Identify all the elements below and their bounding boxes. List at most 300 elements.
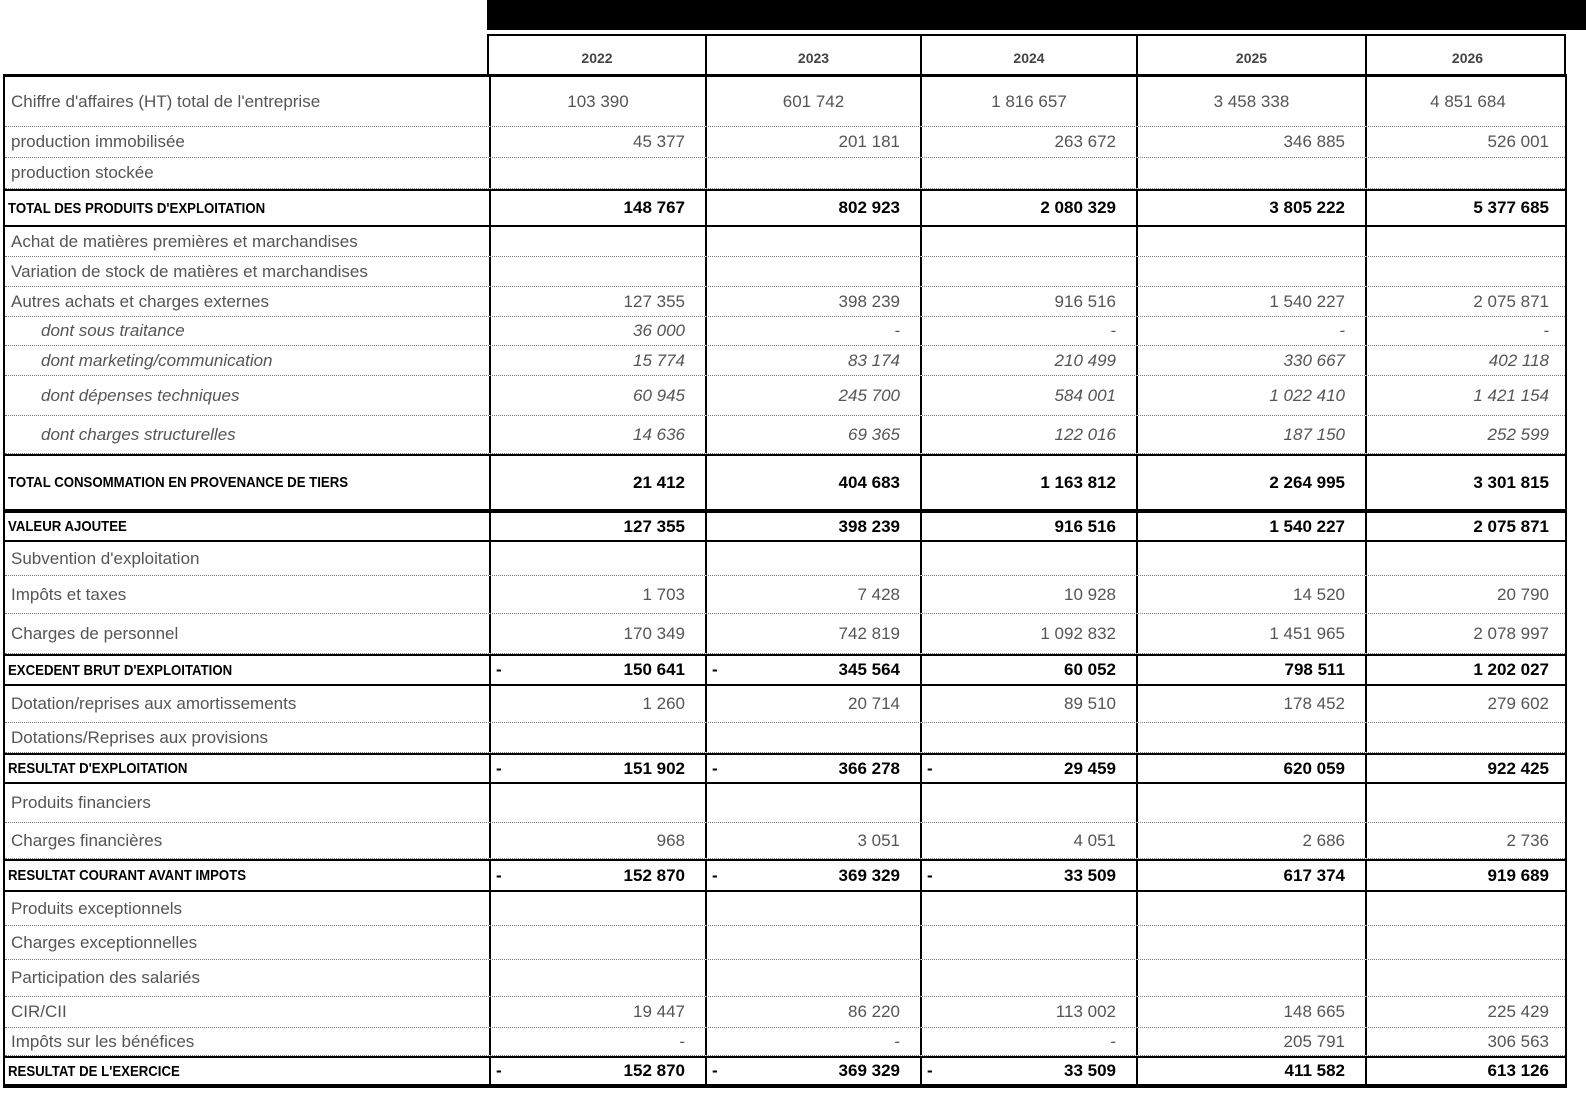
value-cell <box>489 686 705 722</box>
value-cell <box>1136 1058 1365 1084</box>
value-text: 2 078 997 <box>1473 623 1549 643</box>
value-cell <box>489 317 705 345</box>
value-text: 29 459 <box>1064 758 1116 778</box>
table-row <box>5 77 1565 127</box>
value-cell <box>705 158 920 188</box>
value-cell <box>1365 287 1569 316</box>
value-cell <box>1136 191 1365 225</box>
value-text: 127 355 <box>623 291 685 311</box>
value-text: 330 667 <box>1283 350 1345 370</box>
value-text: 1 202 027 <box>1473 660 1549 679</box>
value-text: 14 520 <box>1293 584 1345 604</box>
value-text: 2 075 871 <box>1473 516 1549 536</box>
value-cell <box>920 1028 1136 1055</box>
negative-sign: - <box>712 865 718 885</box>
value-cell <box>489 926 705 959</box>
table-row <box>5 823 1565 859</box>
value-text: 802 923 <box>838 198 900 217</box>
value-text: 103 390 <box>567 91 629 111</box>
row-label: dont marketing/communication <box>41 350 273 370</box>
table-row <box>5 317 1565 346</box>
value-cell <box>920 227 1136 256</box>
value-cell <box>1365 960 1569 996</box>
value-text: 1 703 <box>642 584 685 604</box>
value-text: 398 239 <box>838 516 900 536</box>
table-row <box>5 997 1565 1028</box>
value-cell <box>1365 576 1569 613</box>
value-cell <box>1136 656 1365 684</box>
row-label: Autres achats et charges externes <box>11 291 269 311</box>
row-label: RESULTAT COURANT AVANT IMPOTS <box>8 867 247 884</box>
value-cell <box>1136 158 1365 188</box>
value-text: 1 540 227 <box>1269 516 1345 536</box>
value-text: 263 672 <box>1054 132 1116 151</box>
value-text: 798 511 <box>1284 660 1345 679</box>
value-text: 345 564 <box>838 660 900 679</box>
value-text: 20 714 <box>848 694 900 713</box>
value-text: 148 767 <box>623 198 685 217</box>
value-cell <box>489 376 705 415</box>
row-label: CIR/CII <box>11 1002 67 1021</box>
value-cell <box>1365 158 1569 188</box>
year-header-2026: 2026 <box>1365 36 1568 76</box>
table-row <box>5 511 1565 542</box>
value-text: 3 805 222 <box>1269 198 1345 217</box>
value-cell <box>705 127 920 157</box>
row-label: Charges de personnel <box>11 623 179 643</box>
table-row <box>5 1028 1565 1056</box>
value-cell <box>1365 542 1569 575</box>
value-text: 5 377 685 <box>1473 198 1549 217</box>
value-text: 21 412 <box>633 472 685 492</box>
table-row <box>5 614 1565 654</box>
row-label: TOTAL DES PRODUITS D'EXPLOITATION <box>8 199 266 217</box>
value-cell <box>489 1058 705 1084</box>
value-cell <box>1365 127 1569 157</box>
row-label: Chiffre d'affaires (HT) total de l'entreprise <box>11 91 321 111</box>
value-text: 916 516 <box>1054 291 1116 311</box>
value-cell <box>1136 686 1365 722</box>
row-label: Charges financières <box>11 830 163 850</box>
value-text: 742 819 <box>838 623 900 643</box>
row-label: dont dépenses techniques <box>41 385 240 405</box>
value-text: 15 774 <box>633 350 685 370</box>
value-cell <box>1136 861 1365 890</box>
value-text: 369 329 <box>838 865 900 885</box>
value-cell <box>489 960 705 996</box>
value-cell <box>705 823 920 858</box>
value-text: 19 447 <box>633 1002 685 1021</box>
value-cell <box>1365 77 1569 126</box>
negative-sign: - <box>927 758 933 778</box>
value-cell <box>920 576 1136 613</box>
value-text: 14 636 <box>633 424 685 444</box>
value-cell <box>920 892 1136 925</box>
value-text: 122 016 <box>1054 424 1116 444</box>
row-label: Produits financiers <box>11 793 151 812</box>
value-cell <box>705 346 920 375</box>
value-cell <box>489 227 705 256</box>
value-cell <box>489 997 705 1027</box>
value-cell <box>1136 1028 1365 1055</box>
row-label: Produits exceptionnels <box>11 898 183 918</box>
year-header-2023: 2023 <box>705 36 920 76</box>
value-cell <box>1136 287 1365 316</box>
value-text: 10 928 <box>1064 584 1116 604</box>
value-text: 1 092 832 <box>1040 623 1116 643</box>
value-cell <box>1136 614 1365 653</box>
table-row <box>5 892 1565 926</box>
value-text: 2 075 871 <box>1473 291 1549 311</box>
value-cell <box>489 346 705 375</box>
row-label: RESULTAT DE L'EXERCICE <box>8 1062 180 1080</box>
value-text: 201 181 <box>838 132 900 151</box>
value-text: 306 563 <box>1487 1031 1549 1051</box>
value-cell <box>920 416 1136 453</box>
negative-sign: - <box>927 1061 933 1080</box>
value-text: 178 452 <box>1283 694 1345 713</box>
value-cell <box>1136 960 1365 996</box>
table-row <box>5 926 1565 960</box>
value-cell <box>1136 227 1365 256</box>
value-cell <box>489 127 705 157</box>
value-text: - <box>1339 321 1345 340</box>
value-text: 3 051 <box>857 830 900 850</box>
table-row <box>5 654 1565 686</box>
value-cell <box>705 755 920 782</box>
value-cell <box>705 1058 920 1084</box>
value-text: - <box>894 321 900 340</box>
row-label: EXCEDENT BRUT D'EXPLOITATION <box>8 661 233 679</box>
row-label: Achat de matières premières et marchandises <box>11 231 358 251</box>
value-cell <box>1136 542 1365 575</box>
value-text: - <box>1110 1031 1116 1051</box>
value-text: 584 001 <box>1054 385 1116 405</box>
header-black-bar <box>487 0 1586 30</box>
row-label: VALEUR AJOUTEE <box>8 518 127 535</box>
negative-sign: - <box>927 865 933 885</box>
value-text: 4 051 <box>1073 830 1116 850</box>
value-text: 148 665 <box>1283 1002 1345 1021</box>
value-cell <box>705 784 920 822</box>
table-row <box>5 723 1565 753</box>
value-cell <box>705 960 920 996</box>
value-cell <box>705 456 920 509</box>
value-text: 252 599 <box>1487 424 1549 444</box>
value-cell <box>1365 823 1569 858</box>
value-cell <box>489 861 705 890</box>
value-text: 210 499 <box>1054 350 1116 370</box>
value-cell <box>705 861 920 890</box>
value-cell <box>705 926 920 959</box>
value-text: 170 349 <box>623 623 685 643</box>
value-text: 2 686 <box>1302 830 1345 850</box>
value-text: 20 790 <box>1497 584 1549 604</box>
value-text: 1 421 154 <box>1473 385 1549 405</box>
value-text: 45 377 <box>633 132 685 151</box>
value-cell <box>920 960 1136 996</box>
value-cell <box>1136 127 1365 157</box>
value-text: 1 022 410 <box>1269 385 1345 405</box>
negative-sign: - <box>496 660 502 679</box>
value-cell <box>1365 892 1569 925</box>
value-cell <box>1365 784 1569 822</box>
value-cell <box>1136 892 1365 925</box>
value-text: 113 002 <box>1055 1002 1116 1021</box>
value-cell <box>1365 614 1569 653</box>
value-text: 404 683 <box>838 472 900 492</box>
value-cell <box>489 755 705 782</box>
row-label: RESULTAT D'EXPLOITATION <box>8 760 188 777</box>
value-cell <box>705 723 920 752</box>
row-label: Impôts et taxes <box>11 584 127 604</box>
value-cell <box>1136 723 1365 752</box>
value-cell <box>489 576 705 613</box>
value-cell <box>920 317 1136 345</box>
value-cell <box>920 77 1136 126</box>
table-row <box>5 1056 1565 1086</box>
value-cell <box>920 823 1136 858</box>
value-cell <box>920 614 1136 653</box>
value-cell <box>1136 997 1365 1027</box>
value-cell <box>489 158 705 188</box>
value-text: 69 365 <box>848 424 900 444</box>
value-text: 86 220 <box>848 1002 900 1021</box>
value-cell <box>1365 1028 1569 1055</box>
value-text: 152 870 <box>623 1061 685 1080</box>
row-label: Impôts sur les bénéfices <box>11 1031 195 1051</box>
value-cell <box>1365 456 1569 509</box>
value-text: - <box>894 1031 900 1051</box>
value-cell <box>489 614 705 653</box>
negative-sign: - <box>712 660 718 679</box>
value-cell <box>920 997 1136 1027</box>
value-text: 366 278 <box>838 758 900 778</box>
value-text: 33 509 <box>1064 1061 1116 1080</box>
value-text: 1 451 965 <box>1269 623 1345 643</box>
value-cell <box>705 227 920 256</box>
value-text: 613 126 <box>1487 1061 1549 1080</box>
value-cell <box>705 576 920 613</box>
value-cell <box>489 823 705 858</box>
value-text: 83 174 <box>848 350 900 370</box>
value-cell <box>1365 513 1569 540</box>
row-label: TOTAL CONSOMMATION EN PROVENANCE DE TIERS <box>8 474 349 491</box>
value-cell <box>489 892 705 925</box>
value-text: 127 355 <box>623 516 685 536</box>
table-row <box>5 542 1565 576</box>
value-cell <box>1136 784 1365 822</box>
table-row <box>5 257 1565 287</box>
value-text: 1 816 657 <box>991 91 1067 111</box>
value-cell <box>1365 317 1569 345</box>
table-row <box>5 576 1565 614</box>
value-cell <box>705 317 920 345</box>
table-row <box>5 287 1565 317</box>
table-row <box>5 753 1565 784</box>
value-text: - <box>679 1031 685 1051</box>
value-cell <box>489 287 705 316</box>
table-row <box>5 960 1565 997</box>
value-cell <box>920 723 1136 752</box>
value-cell <box>920 755 1136 782</box>
value-cell <box>1136 513 1365 540</box>
value-cell <box>920 926 1136 959</box>
value-text: 617 374 <box>1283 865 1345 885</box>
value-cell <box>1136 77 1365 126</box>
value-text: 152 870 <box>623 865 685 885</box>
value-cell <box>920 1058 1136 1084</box>
value-text: 346 885 <box>1283 132 1345 151</box>
row-label: dont sous traitance <box>41 321 185 340</box>
year-header-2025: 2025 <box>1136 36 1365 76</box>
value-cell <box>489 191 705 225</box>
value-cell <box>489 784 705 822</box>
row-label: production stockée <box>11 163 154 182</box>
table-row <box>5 416 1565 454</box>
table-row <box>5 227 1565 257</box>
value-text: 89 510 <box>1064 694 1116 713</box>
negative-sign: - <box>496 1061 502 1080</box>
table-row <box>5 189 1565 227</box>
value-cell <box>1365 191 1569 225</box>
value-cell <box>705 686 920 722</box>
value-text: - <box>1110 321 1116 340</box>
value-cell <box>705 191 920 225</box>
value-text: 3 301 815 <box>1473 472 1549 492</box>
value-cell <box>489 456 705 509</box>
value-cell <box>705 656 920 684</box>
value-cell <box>1365 686 1569 722</box>
value-cell <box>489 542 705 575</box>
value-text: 4 851 684 <box>1430 91 1506 111</box>
value-cell <box>920 686 1136 722</box>
row-label: Charges exceptionnelles <box>11 932 198 952</box>
value-text: 1 540 227 <box>1269 291 1345 311</box>
year-header-2024: 2024 <box>920 36 1136 76</box>
value-cell <box>489 1028 705 1055</box>
table-row <box>5 158 1565 189</box>
value-text: 245 700 <box>838 385 900 405</box>
value-cell <box>489 416 705 453</box>
value-cell <box>1365 656 1569 684</box>
row-label: Participation des salariés <box>11 968 200 987</box>
value-cell <box>705 376 920 415</box>
value-cell <box>920 861 1136 890</box>
value-text: 526 001 <box>1487 132 1549 151</box>
table-row <box>5 784 1565 823</box>
value-cell <box>1136 416 1365 453</box>
value-cell <box>1136 755 1365 782</box>
row-label: production immobilisée <box>11 132 185 151</box>
value-cell <box>1365 416 1569 453</box>
value-cell <box>1365 227 1569 256</box>
value-text: 1 163 812 <box>1040 472 1116 492</box>
row-label: Variation de stock de matières et marchandises <box>11 261 368 281</box>
year-header-row <box>487 34 1566 74</box>
value-text: 2 736 <box>1506 830 1549 850</box>
value-cell <box>705 542 920 575</box>
value-cell <box>705 416 920 453</box>
value-cell <box>920 513 1136 540</box>
value-text: 60 945 <box>633 385 685 405</box>
value-text: 916 516 <box>1054 516 1116 536</box>
value-text: 225 429 <box>1487 1002 1549 1021</box>
value-cell <box>705 513 920 540</box>
value-text: 1 260 <box>642 694 685 713</box>
value-text: 60 052 <box>1064 660 1116 679</box>
value-cell <box>489 77 705 126</box>
value-text: 968 <box>656 830 685 850</box>
value-text: 411 582 <box>1284 1061 1345 1080</box>
value-cell <box>705 892 920 925</box>
table-row <box>5 376 1565 416</box>
value-text: 187 150 <box>1283 424 1345 444</box>
value-cell <box>1136 346 1365 375</box>
value-cell <box>1136 317 1365 345</box>
value-cell <box>1365 861 1569 890</box>
value-text: 36 000 <box>633 321 685 340</box>
row-label: dont charges structurelles <box>41 424 236 444</box>
value-cell <box>1365 755 1569 782</box>
value-cell <box>705 257 920 286</box>
row-label: Dotation/reprises aux amortissements <box>11 694 297 713</box>
value-cell <box>920 656 1136 684</box>
value-text: 922 425 <box>1487 758 1549 778</box>
value-cell <box>489 656 705 684</box>
value-cell <box>920 376 1136 415</box>
negative-sign: - <box>496 865 502 885</box>
value-cell <box>920 542 1136 575</box>
value-cell <box>1365 926 1569 959</box>
value-cell <box>920 158 1136 188</box>
value-cell <box>1136 926 1365 959</box>
value-cell <box>1136 456 1365 509</box>
value-text: 2 080 329 <box>1040 198 1116 217</box>
value-cell <box>705 997 920 1027</box>
value-cell <box>920 257 1136 286</box>
value-cell <box>489 723 705 752</box>
value-cell <box>1365 346 1569 375</box>
value-cell <box>705 287 920 316</box>
value-cell <box>1365 257 1569 286</box>
value-cell <box>1136 257 1365 286</box>
table-row <box>5 454 1565 511</box>
value-cell <box>920 287 1136 316</box>
value-cell <box>1136 823 1365 858</box>
value-cell <box>1365 376 1569 415</box>
negative-sign: - <box>496 758 502 778</box>
value-text: 3 458 338 <box>1213 91 1290 111</box>
value-cell <box>705 77 920 126</box>
value-text: 279 602 <box>1487 694 1549 713</box>
value-text: 402 118 <box>1488 350 1549 370</box>
row-label: Subvention d'exploitation <box>11 548 200 568</box>
value-cell <box>489 257 705 286</box>
value-cell <box>920 346 1136 375</box>
table-row <box>5 127 1565 158</box>
value-text: 2 264 995 <box>1269 472 1345 492</box>
table-row <box>5 686 1565 723</box>
value-cell <box>705 614 920 653</box>
negative-sign: - <box>712 758 718 778</box>
value-cell <box>1365 723 1569 752</box>
table-row <box>5 346 1565 376</box>
value-text: 601 742 <box>782 91 845 111</box>
value-text: 369 329 <box>838 1061 900 1080</box>
value-text: 398 239 <box>838 291 900 311</box>
negative-sign: - <box>712 1061 718 1080</box>
